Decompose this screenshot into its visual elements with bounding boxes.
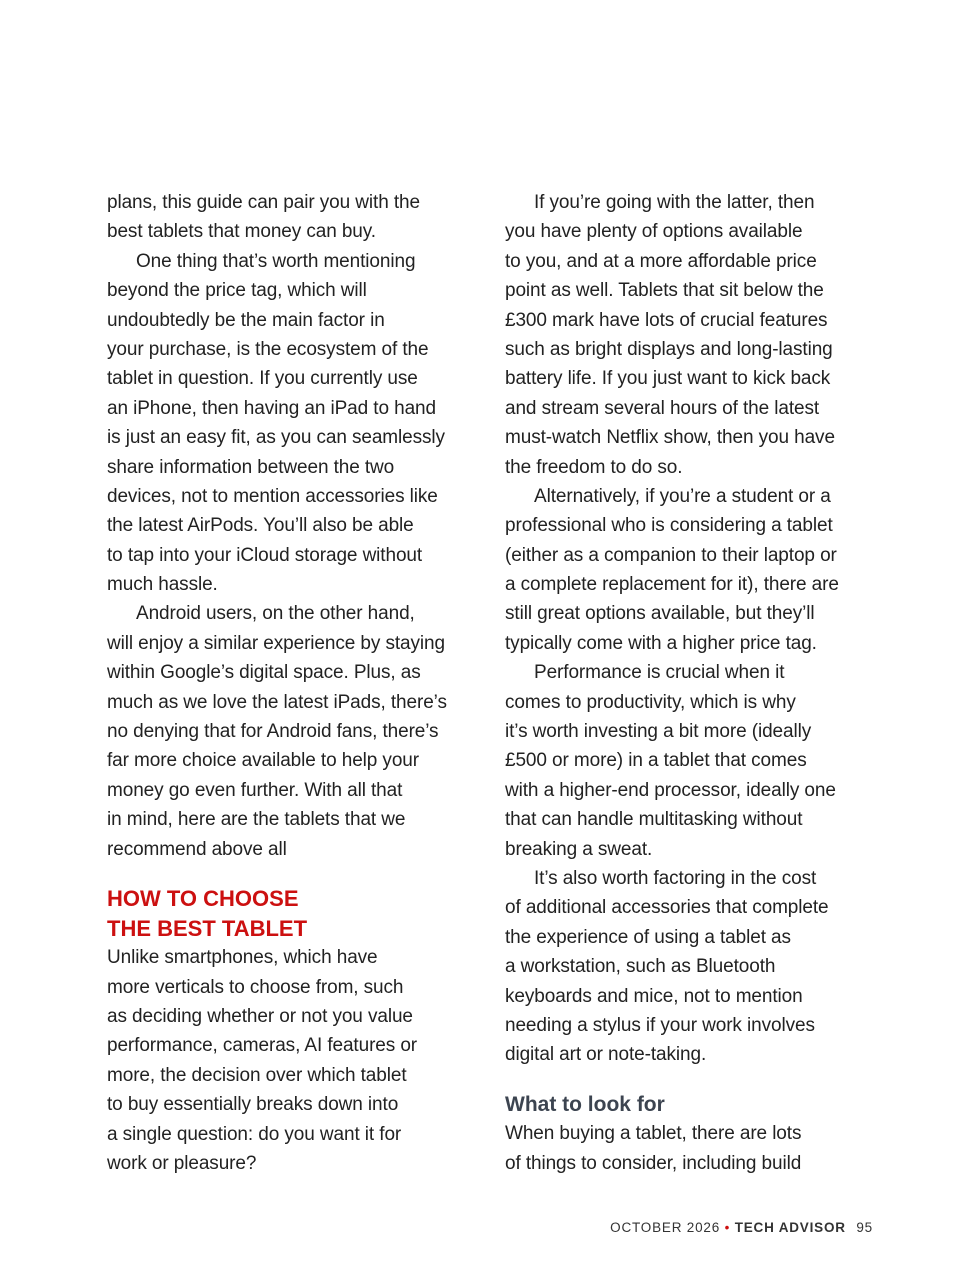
text-line: share information between the two (107, 456, 395, 478)
text-line: needing a stylus if your work involves (505, 1014, 815, 1036)
text-line: work or pleasure? (107, 1152, 257, 1174)
text-line: the latest AirPods. You’ll also be able (107, 515, 414, 537)
text-line: the experience of using a tablet as (505, 926, 791, 948)
text-line: tablet in question. If you currently use (107, 368, 418, 390)
text-line: will enjoy a similar experience by staying (107, 632, 445, 654)
text-line: breaking a sweat. (505, 838, 653, 860)
text-line: of things to consider, including build (505, 1152, 802, 1174)
text-line: It’s also worth factoring in the cost (534, 867, 817, 889)
text-line: with a higher-end processor, ideally one (505, 779, 836, 801)
text-line: much hassle. (107, 574, 218, 596)
body-paragraph (505, 864, 877, 1070)
text-line: and stream several hours of the latest (505, 397, 820, 419)
text-line: much as we love the latest iPads, there’s (107, 691, 447, 713)
text-line: Android users, on the other hand, (136, 603, 415, 625)
text-line: a workstation, such as Bluetooth (505, 956, 776, 978)
body-paragraph (505, 658, 877, 864)
text-line: more, the decision over which tablet (107, 1064, 407, 1086)
body-paragraph (107, 247, 479, 600)
text-line: no denying that for Android fans, there’s (107, 721, 439, 743)
text-line: £500 or more) in a tablet that comes (505, 750, 807, 772)
body-paragraph (107, 188, 479, 247)
section-heading (107, 884, 479, 943)
text-line: One thing that’s worth mentioning (136, 250, 416, 272)
section-spacer (505, 1070, 877, 1090)
text-line: best tablets that money can buy. (107, 221, 376, 243)
left-column (107, 188, 479, 1178)
text-line: (either as a companion to their laptop or (505, 544, 837, 566)
text-line: still great options available, but they’ll (505, 603, 815, 625)
body-paragraph (107, 599, 479, 864)
page-footer (610, 1220, 873, 1235)
text-line: to you, and at a more affordable price (505, 250, 817, 272)
text-line: professional who is considering a tablet (505, 515, 833, 537)
text-line: battery life. If you just want to kick back (505, 368, 831, 390)
text-line: to buy essentially breaks down into (107, 1094, 399, 1116)
body-paragraph (107, 943, 479, 1178)
text-line: must-watch Netflix show, then you have (505, 427, 835, 449)
text-line: your purchase, is the ecosystem of the (107, 338, 429, 360)
text-line: as deciding whether or not you value (107, 1005, 413, 1027)
issue-date: OCTOBER 2026 (610, 1220, 721, 1235)
text-line: If you’re going with the latter, then (534, 192, 815, 213)
text-line: an iPhone, then having an iPad to hand (107, 397, 436, 419)
text-line: that can handle multitasking without (505, 809, 803, 831)
text-line: plans, this guide can pair you with the (107, 192, 420, 213)
subheading: What to look for (505, 1092, 665, 1116)
text-line: the freedom to do so. (505, 456, 683, 478)
text-line: it’s worth investing a bit more (ideally (505, 721, 812, 743)
text-line: more verticals to choose from, such (107, 976, 404, 998)
right-column (505, 188, 877, 1178)
text-line: to tap into your iCloud storage without (107, 544, 423, 566)
text-line: keyboards and mice, not to mention (505, 985, 803, 1007)
text-line: money go even further. With all that (107, 779, 403, 801)
magazine-name: TECH ADVISOR (734, 1220, 846, 1235)
body-paragraph (505, 482, 877, 658)
body-paragraph (505, 188, 877, 482)
text-line: within Google’s digital space. Plus, as (107, 662, 421, 684)
text-line: far more choice available to help your (107, 750, 419, 772)
text-line: Unlike smartphones, which have (107, 947, 378, 969)
text-line: is just an easy fit, as you can seamlessly (107, 427, 445, 449)
text-line: performance, cameras, AI features or (107, 1035, 418, 1057)
text-line: a complete replacement for it), there are (505, 574, 839, 596)
section-spacer (107, 864, 479, 884)
text-line: point as well. Tablets that sit below the (505, 280, 824, 302)
text-line: undoubtedly be the main factor in (107, 309, 385, 331)
body-paragraph (505, 1119, 877, 1178)
text-line: comes to productivity, which is why (505, 691, 796, 713)
heading-line: THE BEST TABLET (107, 915, 308, 941)
separator-dot: • (724, 1220, 731, 1235)
text-line: of additional accessories that complete (505, 897, 829, 919)
heading-line: HOW TO CHOOSE (107, 885, 299, 911)
text-line: Performance is crucial when it (534, 662, 785, 684)
page-number: 95 (856, 1220, 873, 1235)
text-line: typically come with a higher price tag. (505, 632, 817, 654)
text-line: devices, not to mention accessories like (107, 485, 438, 507)
text-line: digital art or note-taking. (505, 1044, 707, 1066)
text-line: Alternatively, if you’re a student or a (534, 485, 831, 507)
text-line: a single question: do you want it for (107, 1123, 402, 1145)
text-line: such as bright displays and long-lasting (505, 338, 833, 360)
text-line: beyond the price tag, which will (107, 280, 367, 302)
text-line: you have plenty of options available (505, 221, 803, 243)
text-line: When buying a tablet, there are lots (505, 1123, 802, 1145)
text-line: recommend above all (107, 838, 287, 860)
text-line: in mind, here are the tablets that we (107, 809, 406, 831)
text-line: £300 mark have lots of crucial features (505, 309, 828, 331)
